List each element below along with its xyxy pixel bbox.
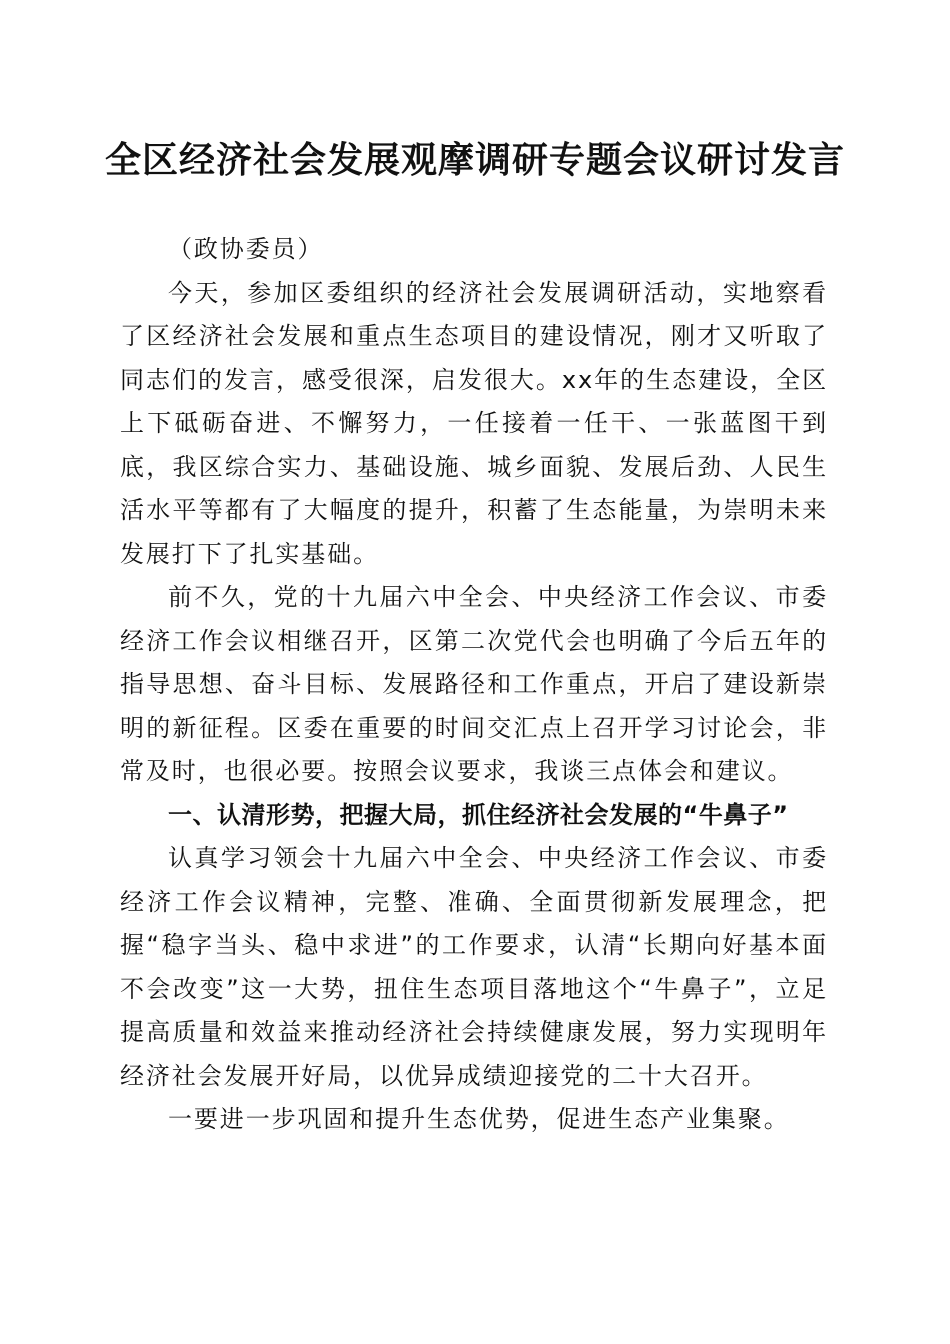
paragraph-background: 前不久，党的十九届六中全会、中央经济工作会议、市委经济工作会议相继召开，区第二次党代会也明确了今后五年的指导思想、奋斗目标、发展路径和工作重点，开启了建设新崇明的新征程。区委在重要的时间交汇点上召开学习讨论会，非常及时，也很必要。按照会议要求，我谈三点体会和建议。 xyxy=(120,583,828,785)
author-line: （政协委员） xyxy=(168,235,324,263)
paragraph-opening: 今天，参加区委组织的经济社会发展调研活动，实地察看了区经济社会发展和重点生态项目的建设情况，刚才又听取了同志们的发言，感受很深，启发很大。xx年的生态建设，全区上下砥砺奋进、不懈努力，一任接着一任干、一张蓝图干到底，我区综合实力、基础设施、城乡面貌、发展后劲、人民生活水平等都有了大幅度的提升，积蓄了生态能量，为崇明未来发展打下了扎实基础。 xyxy=(120,278,828,568)
section-heading-1: 一、认清形势，把握大局，抓住经济社会发展的“牛鼻子” xyxy=(168,800,789,829)
document-body xyxy=(120,228,828,1142)
paragraph-section-1: 认真学习领会十九届六中全会、中央经济工作会议、市委经济工作会议精神，完整、准确、全面贯彻新发展理念，把握“稳字当头、稳中求进”的工作要求，认清“长期向好基本面不会改变”这一大势，扭住生态项目落地这个“牛鼻子”，立足提高质量和效益来推动经济社会持续健康发展，努力实现明年经济社会发展开好局，以优异成绩迎接党的二十大召开。 xyxy=(120,844,828,1090)
document-title: 全区经济社会发展观摩调研专题会议研讨发言 xyxy=(104,139,845,181)
paragraph-point-1: 一要进一步巩固和提升生态优势，促进生态产业集聚。 xyxy=(168,1105,790,1133)
